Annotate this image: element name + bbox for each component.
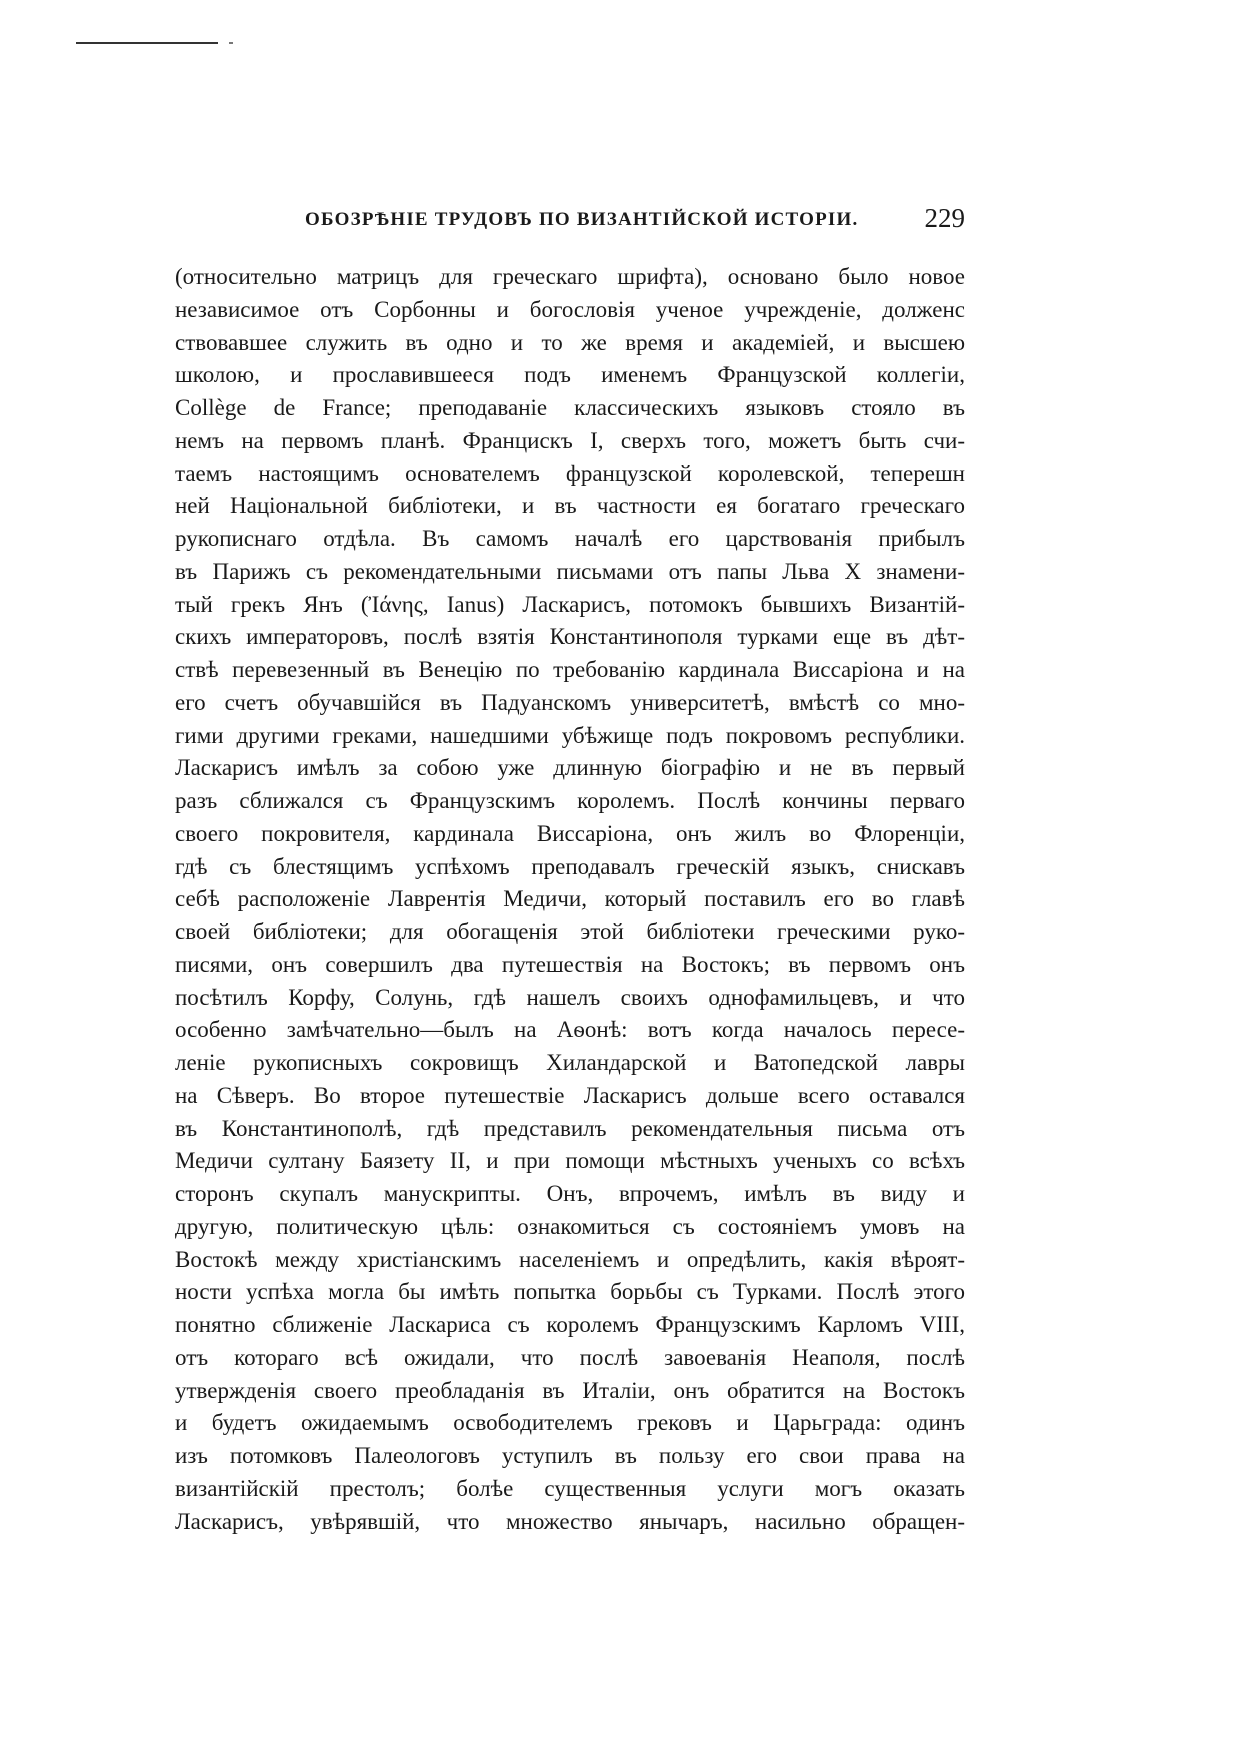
text-line: (относительно матрицъ для греческаго шрифта), основано было новое <box>175 264 965 289</box>
text-line: его счетъ обучавшійся въ Падуанскомъ университетѣ, вмѣстѣ со мно- <box>175 689 965 715</box>
text-line: понятно сближеніе Ласкариса съ королемъ Французскимъ Карломъ VIII, <box>175 1312 965 1337</box>
text-line: ней Національной библіотеки, и въ частности ея богатаго греческаго <box>175 493 965 519</box>
text-line: гими другими греками, нашедшими убѣжище подъ покровомъ республики. <box>175 722 965 748</box>
running-title: ОБОЗРѢНІЕ ТРУДОВЪ ПО ВИЗАНТІЙСКОЙ ИСТОРІИ. <box>305 209 859 230</box>
body-text <box>175 261 965 1538</box>
text-line: въ Парижъ съ рекомендательными письмами отъ папы Льва X знамени- <box>175 558 965 584</box>
text-line: ствѣ перевезенный въ Венецію по требованію кардинала Виссаріона и на <box>175 657 965 682</box>
text-line: другую, политическую цѣль: ознакомиться съ состояніемъ умовъ на <box>175 1213 965 1239</box>
text-line: отъ котораго всѣ ожидали, что послѣ завоеванія Неаполя, послѣ <box>175 1344 965 1370</box>
text-line: разъ сближался съ Французскимъ королемъ. Послѣ кончины перваго <box>175 788 965 813</box>
text-line: въ Константинополѣ, гдѣ представилъ рекомендательныя письма отъ <box>175 1115 965 1141</box>
text-line: независимое отъ Сорбонны и богословія ученое учрежденіе, долженс <box>175 296 965 322</box>
text-line: особенно замѣчательно—былъ на Аѳонѣ: вотъ когда началось пересе- <box>175 1017 965 1043</box>
text-line: тый грекъ Янъ (Ἰάνης, Ianus) Ласкарисъ, потомокъ бывшихъ Византій- <box>175 591 965 617</box>
text-line: Ласкарисъ имѣлъ за собою уже длинную біографію и не въ первый <box>175 755 965 781</box>
text-line: ствовавшее служить въ одно и то же время и академіей, и высшею <box>175 329 965 355</box>
text-line: посѣтилъ Корфу, Солунь, гдѣ нашелъ своихъ однофамильцевъ, и что <box>175 984 965 1010</box>
text-line: изъ потомковъ Палеологовъ уступилъ въ пользу его свои права на <box>175 1443 965 1468</box>
text-line: Collège de France; преподаваніе классическихъ языковъ стояло въ <box>175 395 965 420</box>
text-line: ности успѣха могла бы имѣть попытка борьбы съ Турками. Послѣ этого <box>175 1279 965 1305</box>
text-line: себѣ расположеніе Лаврентія Медичи, который поставилъ его во главѣ <box>175 886 965 912</box>
text-line: школою, и прославившееся подъ именемъ Французской коллегіи, <box>175 362 965 388</box>
text-line: византійскій престолъ; болѣе существенныя услуги могъ оказать <box>175 1475 965 1501</box>
text-line: своего покровителя, кардинала Виссаріона, онъ жилъ во Флоренціи, <box>175 820 965 846</box>
text-line: сторонъ скупалъ манускрипты. Онъ, впрочемъ, имѣлъ въ виду и <box>175 1181 965 1206</box>
page-number: 229 <box>924 203 965 233</box>
text-line: утвержденія своего преобладанія въ Италіи, онъ обратится на Востокъ <box>175 1377 965 1403</box>
text-line: Востокѣ между христіанскимъ населеніемъ и опредѣлить, какія вѣроят- <box>175 1246 965 1272</box>
text-line: Медичи султану Баязету II, и при помощи мѣстныхъ ученыхъ со всѣхъ <box>175 1148 965 1174</box>
text-line: Ласкарисъ, увѣрявшій, что множество янычаръ, насильно обращен- <box>175 1508 965 1534</box>
corner-dot-mark <box>229 42 233 44</box>
text-line: леніе рукописныхъ сокровищъ Хиландарской и Ватопедской лавры <box>175 1050 965 1075</box>
text-line: и будетъ ожидаемымъ освободителемъ грековъ и Царьграда: одинъ <box>175 1410 965 1436</box>
text-line: писями, онъ совершилъ два путешествія на Востокъ; въ первомъ онъ <box>175 951 965 977</box>
text-line: скихъ императоровъ, послѣ взятія Константинополя турками еще въ дѣт- <box>175 624 965 650</box>
text-line: рукописнаго отдѣла. Въ самомъ началѣ его царствованія прибылъ <box>175 526 965 551</box>
text-line: таемъ настоящимъ основателемъ французской королевской, теперешн <box>175 460 965 486</box>
text-line: своей библіотеки; для обогащенія этой библіотеки греческими руко- <box>175 919 965 944</box>
text-line: немъ на первомъ планѣ. Францискъ I, сверхъ того, можетъ быть счи- <box>175 427 965 453</box>
text-line: гдѣ съ блестящимъ успѣхомъ преподавалъ греческій языкъ, снискавъ <box>175 853 965 879</box>
corner-rule-mark <box>76 42 218 44</box>
text-line: на Сѣверъ. Во второе путешествіе Ласкарисъ дольше всего оставался <box>175 1082 965 1108</box>
running-header <box>175 203 965 243</box>
